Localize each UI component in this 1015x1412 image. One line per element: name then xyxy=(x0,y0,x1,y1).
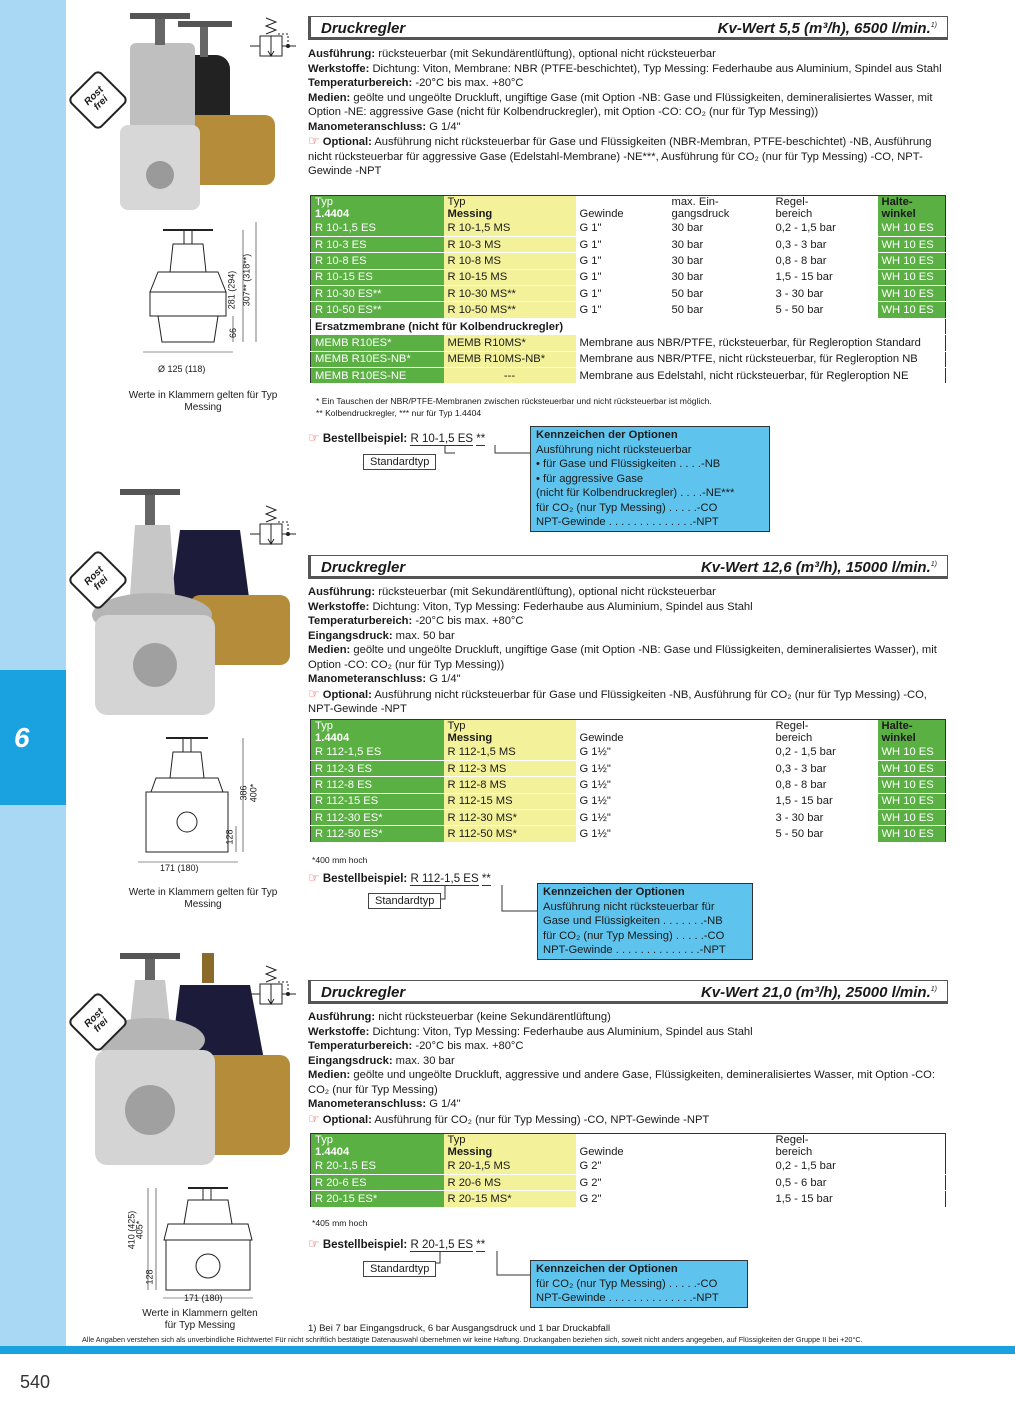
disclaimer: Alle Angaben verstehen sich als unverbindliche Richtwerte! Für nicht schriftlich bestätigte Datenauswahl übernehmen wir keine Haftung. Druckangaben beziehen sich, soweit nicht anders angegeben, auf Flüssigkeiten der Gruppe II bei +20°C. xyxy=(82,1335,863,1344)
footnote-2: *400 mm hoch xyxy=(312,855,368,865)
pointing-hand-icon: ☞ xyxy=(308,133,320,148)
standard-type-label-2: Standardtyp xyxy=(368,893,441,909)
table-row: R 112-15 ES R 112-15 MS G 1½" 1,5 - 15 bar WH 10 ES xyxy=(311,793,946,809)
description-2: Ausführung: rücksteuerbar (mit Sekundärentlüftung), optional nicht rücksteuerbar Werkstoffe: Dichtung: Viton, Typ Messing: Federhaube aus Aluminium, Spindel aus Stahl Temperaturbereich: -20°C bis max. +80°C Eingangsdruck: max. 50 bar Medien: geölte und ungeölte Druckluft, ungiftige Gase (mit Option -NB: Gase und Flüssigkeiten, demineralisiertes Wasser), mit Option -CO: CO₂ (nur für Typ Messing)) Manometeranschluss: G 1/4" ☞ Optional: Ausführung nicht rücksteuerbar für Gase und Flüssigkeiten -NB, Ausführung für CO₂ (nur für Typ Messing) -CO, NPT-Gewinde -NPT xyxy=(308,586,937,715)
membrane-subheader: Ersatzmembrane (nicht für Kolbendruckregler) xyxy=(311,318,946,334)
pointing-hand-icon: ☞ xyxy=(308,870,320,885)
order-example-1: ☞ Bestellbeispiel: R 10-1,5 ES ** xyxy=(308,430,486,445)
table-row: R 10-8 ES R 10-8 MS G 1" 30 bar 0,8 - 8 bar WH 10 ES xyxy=(311,253,946,269)
dim-width: 171 (180) xyxy=(184,1293,223,1303)
caption-3: Werte in Klammern gelten für Typ Messing xyxy=(142,1308,258,1331)
description-1: Ausführung: rücksteuerbar (mit Sekundärentlüftung), optional nicht rücksteuerbar Werkstoffe: Dichtung: Viton, Membrane: NBR (PTFE-beschichtet), Typ Messing: Federhaube aus Aluminium, Spindel aus Stahl Temperaturbereich: -20°C bis max. +80°C Medien: geölte und ungeölte Druckluft, ungiftige Gase (mit Option -NB: Gase und Flüssigkeiten, demineralisiertes Wasser, mit Option -NE: aggressive Gase (nicht für Kolbendruckregler), mit Option -CO: CO₂ (nur für Typ Messing)) Manometeranschluss: G 1/4" ☞ Optional: Ausführung nicht rücksteuerbar für Gase und Flüssigkeiten (NBR-Membran, PTFE-beschichtet) -NB, Ausführung nicht rücksteuerbar für aggressive Gase (Edelstahl-Membrane) -NE***, Ausführung für CO₂ (nur für Typ Messing) -CO, NPT-Gewinde -NPT xyxy=(308,48,942,177)
dim-height-386: 386 xyxy=(238,785,249,801)
chapter-tab[interactable] xyxy=(0,670,66,805)
spec-table-2: Typ 1.4404 Typ Messing Gewinde Regel- bereich Halte- winkel R 112-1,5 ES R 112-1,5 MS G 1½" 0,2 - 1,5 bar WH 10 ES R 112-3 ES R 112-3 MS G 1½" 0,3 - 3 bar WH 10 ES R 112-8 ES R 112-8 MS G 1½" 0,8 - 8 bar WH 10 ES R 112-15 ES R 112-15 MS G 1½" 1,5 - 15 bar WH 10 ES R 112-30 ES* R 112-30 MS* G 1½" 3 - 30 bar WH 10 ES R 112-50 ES* R 112-50 MS* G 1½" 5 - 50 bar WH 10 ES xyxy=(310,719,946,843)
pointing-hand-icon: ☞ xyxy=(308,430,320,445)
dim-height-307: 307** (318**) xyxy=(241,253,252,307)
bottom-bar xyxy=(0,1346,1015,1354)
standard-type-label-1: Standardtyp xyxy=(363,454,436,470)
connector-lines-1 xyxy=(440,445,535,465)
dim-width: 171 (180) xyxy=(160,863,199,873)
kv-value: Kv-Wert 5,5 (m³/h), 6500 l/min.$^{1)}$ xyxy=(717,20,937,37)
dim-height-128: 128 xyxy=(224,829,235,845)
order-example-2: ☞ Bestellbeispiel: R 112-1,5 ES ** xyxy=(308,870,491,885)
table-row: R 10-3 ES R 10-3 MS G 1" 30 bar 0,3 - 3 bar WH 10 ES xyxy=(311,236,946,252)
table-row: R 10-15 ES R 10-15 MS G 1" 30 bar 1,5 - 15 bar WH 10 ES xyxy=(311,269,946,285)
pressure-regulator-symbol xyxy=(248,14,298,64)
pressure-regulator-symbol xyxy=(248,502,298,552)
pointing-hand-icon: ☞ xyxy=(308,1236,320,1251)
pressure-regulator-symbol xyxy=(248,962,298,1012)
dimension-drawing-1 xyxy=(128,222,278,382)
table-row: R 112-3 ES R 112-3 MS G 1½" 0,3 - 3 bar WH 10 ES xyxy=(311,760,946,776)
rostfrei-badge: Rost frei xyxy=(67,69,129,131)
table-row: R 10-30 ES** R 10-30 MS** G 1" 50 bar 3 - 30 bar WH 10 ES xyxy=(311,286,946,302)
options-box-3: Kennzeichen der Optionen für CO₂ (nur Typ Messing) . . . . .-CO NPT-Gewinde . . . . . . . . . . . . . .-NPT xyxy=(530,1260,748,1308)
description-3: Ausführung: nicht rücksteuerbar (keine Sekundärentlüftung) Werkstoffe: Dichtung: Viton, Typ Messing: Federhaube aus Aluminium, Spindel aus Stahl Temperaturbereich: -20°C bis max. +80°C Eingangsdruck: max. 30 bar Medien: geölte und ungeölte Druckluft, aggressive und andere Gase, Flüssigkeiten, demineralisiertes Wasser, mit Option -CO: CO₂ (nur für Typ Messing) Manometeranschluss: G 1/4" ☞ Optional: Ausführung für CO₂ (nur für Typ Messing) -CO, NPT-Gewinde -NPT xyxy=(308,1011,935,1126)
col-typ: Typ 1.4404 xyxy=(311,196,444,221)
table-row: R 112-8 ES R 112-8 MS G 1½" 0,8 - 8 bar WH 10 ES xyxy=(311,777,946,793)
section-title-3: Druckregler Kv-Wert 21,0 (m³/h), 25000 l/min.$^{1)}$ xyxy=(308,980,948,1004)
table-row: MEMB R10ES-NB* MEMB R10MS-NB* Membrane aus NBR/PTFE, nicht rücksteuerbar, für Regleroption NB xyxy=(311,351,946,367)
connector-lines-2 xyxy=(440,885,540,915)
title-text: Druckregler xyxy=(321,20,406,37)
dim-height-410: 410 (425) xyxy=(126,1210,137,1250)
table-row: MEMB R10ES-NE --- Membrane aus Edelstahl, nicht rücksteuerbar, für Regleroption NE xyxy=(311,368,946,384)
footnote-1a: * Ein Tauschen der NBR/PTFE-Membranen zwischen rücksteuerbar und nicht rücksteuerbar ist möglich. xyxy=(316,396,712,406)
footnote-1b: ** Kolbendruckregler, *** nur für Typ 1.4404 xyxy=(316,408,482,418)
dim-height-405: 405* xyxy=(134,1220,145,1240)
footnote-kv: 1) Bei 7 bar Eingangsdruck, 6 bar Ausgangsdruck und 1 bar Druckabfall xyxy=(308,1323,611,1334)
table-row: R 112-1,5 ES R 112-1,5 MS G 1½" 0,2 - 1,5 bar WH 10 ES xyxy=(311,744,946,760)
dimension-drawing-2 xyxy=(128,730,278,880)
footnote-3: *405 mm hoch xyxy=(312,1218,368,1228)
chapter-number: 6 xyxy=(14,722,30,753)
caption-2: Werte in Klammern gelten für Typ Messing xyxy=(128,887,278,910)
spec-table-3: Typ 1.4404 Typ Messing Gewinde Regel- bereich R 20-1,5 ES R 20-1,5 MS G 2" 0,2 - 1,5 bar R 20-6 ES R 20-6 MS G 2" 0,5 - 6 bar R 20-15 ES* R 20-15 MS* G 2" 1,5 - 15 bar xyxy=(310,1133,946,1208)
spec-table-1: Typ 1.4404 Typ Messing Gewinde max. Ein- gangsdruck Regel- bereich Halte- winkel R 10-1,5 ES R 10-1,5 MS G 1" 30 bar 0,2 - 1,5 bar WH 10 ES R 10-3 ES R 10-3 MS G 1" 30 bar 0,3 - 3 bar WH 10 ES R 10-8 ES R 10-8 MS G 1" 30 bar 0,8 - 8 bar WH 10 ES R 10-15 ES R 10-15 MS G 1" 30 bar 1,5 - 15 bar WH 10 ES R 10-30 ES** R 10-30 MS** G 1" 50 bar 3 - 30 bar WH 10 ES R 10-50 ES** R 10-50 MS** G 1" 50 bar 5 - 50 bar WH 10 ES Ersatzmembrane (nicht für Kolbendruckregler) MEMB R10ES* MEMB R10MS* Membrane aus NBR/PTFE, rücksteuerbar, für Regleroption Standard MEMB R10ES-NB* MEMB R10MS-NB* Membrane aus NBR/PTFE, nicht rücksteuerbar, für Regleroption NB MEMB R10ES-NE --- Membrane aus Edelstahl, nicht rücksteuerbar, für Regleroption NE xyxy=(310,195,946,384)
table-row: R 20-15 ES* R 20-15 MS* G 2" 1,5 - 15 bar xyxy=(311,1191,946,1207)
options-box-2: Kennzeichen der Optionen Ausführung nicht rücksteuerbar für Gase und Flüssigkeiten . . . . . . .-NB für CO₂ (nur Typ Messing) . . . . .-CO NPT-Gewinde . . . . . . . . . . . . . .-NPT xyxy=(537,883,753,960)
table-row: R 20-6 ES R 20-6 MS G 2" 0,5 - 6 bar xyxy=(311,1174,946,1190)
section-title-2: Druckregler Kv-Wert 12,6 (m³/h), 15000 l/min.$^{1)}$ xyxy=(308,555,948,579)
dim-height-281: 281 (294) xyxy=(226,270,237,310)
dim-height-66: 66 xyxy=(228,327,239,339)
table-row: R 112-50 ES* R 112-50 MS* G 1½" 5 - 50 bar WH 10 ES xyxy=(311,826,946,842)
caption-1: Werte in Klammern gelten für Typ Messing xyxy=(128,390,278,413)
table-row: R 112-30 ES* R 112-30 MS* G 1½" 3 - 30 bar WH 10 ES xyxy=(311,810,946,826)
pointing-hand-icon: ☞ xyxy=(308,685,320,701)
page-number: 540 xyxy=(20,1372,51,1392)
dim-height-400: 400* xyxy=(248,783,259,803)
table-row: R 10-50 ES** R 10-50 MS** G 1" 50 bar 5 - 50 bar WH 10 ES xyxy=(311,302,946,318)
options-box-1: Kennzeichen der Optionen Ausführung nicht rücksteuerbar • für Gase und Flüssigkeiten . . . .-NB • für aggressive Gase (nicht für Kolbendruckregler) . . . .-NE*** für CO₂ (nur Typ Messing) . . . . .-CO NPT-Gewinde . . . . . . . . . . . . . .-NPT xyxy=(530,426,770,532)
rostfrei-badge: Rost frei xyxy=(67,549,129,611)
standard-type-label-3: Standardtyp xyxy=(363,1261,436,1277)
table-row: MEMB R10ES* MEMB R10MS* Membrane aus NBR/PTFE, rücksteuerbar, für Regleroption Standard xyxy=(311,335,946,351)
dimension-drawing-3 xyxy=(128,1180,278,1310)
order-example-3: ☞ Bestellbeispiel: R 20-1,5 ES ** xyxy=(308,1236,486,1251)
pointing-hand-icon: ☞ xyxy=(308,1110,320,1126)
connector-lines-3 xyxy=(430,1251,540,1281)
table-row: R 10-1,5 ES R 10-1,5 MS G 1" 30 bar 0,2 - 1,5 bar WH 10 ES xyxy=(311,220,946,236)
table-row: R 20-1,5 ES R 20-1,5 MS G 2" 0,2 - 1,5 bar xyxy=(311,1158,946,1174)
dim-diameter: Ø 125 (118) xyxy=(158,364,206,374)
rostfrei-badge: Rost frei xyxy=(67,991,129,1053)
dim-height-128: 128 xyxy=(144,1269,155,1285)
section-title-1 xyxy=(308,16,948,40)
